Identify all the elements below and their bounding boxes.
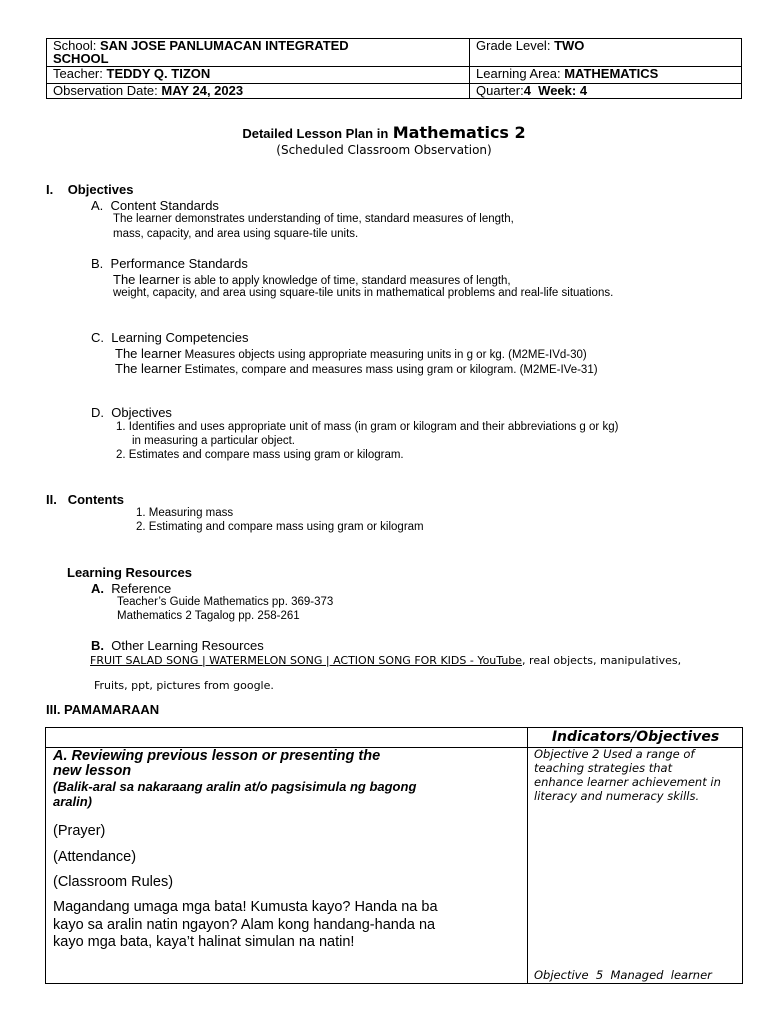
step-a-sub-1: (Balik-aral sa nakaraang aralin at/o pagsisimula ng bagong: [53, 779, 417, 794]
title-subject: Mathematics 2: [392, 123, 526, 142]
objectives-heading: [46, 182, 133, 197]
grade-cell: [470, 39, 742, 67]
grade-label: Grade Level:: [476, 38, 551, 53]
d-objectives-label: D.: [91, 405, 104, 420]
competency-2-text: Estimates, compare and measures mass using gram or kilogram. (M2ME-IVe-31): [181, 364, 598, 376]
header-table: [46, 38, 742, 99]
prayer-text: (Prayer): [53, 823, 106, 839]
d-objectives-heading: [91, 405, 172, 420]
objectives-title: Objectives: [67, 182, 134, 197]
other-resources-line2: Fruits, ppt, pictures from google.: [94, 679, 274, 692]
teacher-value: TEDDY Q. TIZON: [106, 66, 211, 81]
d-objective-1b: in measuring a particular object.: [132, 435, 295, 447]
reference-heading: [91, 581, 171, 596]
objective-2-line-4: literacy and numeracy skills.: [534, 789, 700, 803]
teacher-label: Teacher:: [53, 66, 103, 81]
content-standards-line2: mass, capacity, and area using square-tile units.: [113, 228, 359, 240]
competency-1-lead: The learner: [115, 346, 182, 361]
reference-2: Mathematics 2 Tagalog pp. 258-261: [117, 610, 300, 622]
title-prefix: Detailed Lesson Plan in: [242, 126, 389, 141]
competency-1-text: Measures objects using appropriate measuring units in g or kg. (M2ME-IVd-30): [181, 349, 587, 361]
date-label: Observation Date:: [53, 83, 158, 98]
area-value: MATHEMATICS: [564, 66, 659, 81]
greeting-line-1: Magandang umaga mga bata! Kumusta kayo? Handa na ba: [53, 899, 438, 915]
content-standards-heading: [91, 198, 219, 213]
school-cell: [47, 39, 470, 67]
contents-item-1: 1. Measuring mass: [136, 507, 234, 519]
other-resources-after-link: , real objects, manipulatives,: [522, 654, 682, 667]
reference-1: Teacher’s Guide Mathematics pp. 369-373: [117, 596, 334, 608]
step-a-title-2: new lesson: [53, 763, 132, 779]
performance-standards-label: B.: [91, 256, 104, 271]
competency-2: [115, 360, 598, 378]
procedure-table: [45, 727, 743, 984]
step-a-sub-2: aralin): [53, 794, 93, 809]
content-standards-line1: The learner demonstrates understanding of time, standard measures of length,: [113, 213, 514, 225]
competencies-title: Learning Competencies: [111, 330, 249, 345]
performance-lead: The learner: [113, 272, 180, 287]
other-resources-line1: [90, 654, 681, 667]
content-standards-title: Content Standards: [110, 198, 219, 213]
school-label: School:: [53, 38, 97, 53]
table-column-divider: [527, 728, 528, 983]
teacher-cell: [47, 67, 470, 84]
grade-value: TWO: [554, 38, 585, 53]
competency-2-lead: The learner: [115, 361, 182, 376]
competencies-heading: [91, 330, 249, 345]
performance-text1: is able to apply knowledge of time, standard measures of length,: [179, 275, 511, 287]
contents-title: Contents: [67, 492, 125, 507]
indicators-header: Indicators/Objectives: [551, 729, 720, 745]
d-objective-1a: 1. Identifies and uses appropriate unit of mass (in gram or kilogram and their abbreviations g or kg): [116, 421, 619, 433]
content-standards-label: A.: [91, 198, 104, 213]
document-subtitle: (Scheduled Classroom Observation): [276, 143, 492, 157]
quarter-cell: [470, 84, 742, 99]
d-objectives-title: Objectives: [111, 405, 172, 420]
date-value: MAY 24, 2023: [161, 83, 244, 98]
objective-2-line-1: Objective 2 Used a range of: [534, 747, 695, 761]
competencies-label: C.: [91, 330, 104, 345]
objectives-num: I.: [46, 182, 54, 197]
area-cell: [470, 67, 742, 84]
performance-standards-line2: weight, capacity, and area using square-tile units in mathematical problems and real-life situations.: [113, 287, 614, 299]
reference-label: A.: [91, 581, 104, 596]
week-label: Week:: [538, 83, 577, 98]
objective-5-line: Objective 5 Managed learner: [534, 968, 712, 982]
performance-standards-title: Performance Standards: [110, 256, 248, 271]
other-resources-title: Other Learning Resources: [111, 638, 264, 653]
contents-heading: [46, 492, 124, 507]
resources-heading: Learning Resources: [67, 565, 192, 580]
attendance-text: (Attendance): [53, 849, 137, 865]
pamamaraan-heading: III. PAMAMARAAN: [46, 702, 160, 717]
performance-standards-heading: [91, 256, 248, 271]
objective-2-line-2: teaching strategies that: [534, 761, 673, 775]
greeting-line-2: kayo sa aralin natin ngayon? Alam kong handang-handa na: [53, 917, 436, 933]
other-resources-heading: [91, 638, 264, 653]
youtube-song-link[interactable]: FRUIT SALAD SONG | WATERMELON SONG | ACTION SONG FOR KIDS - YouTube: [90, 654, 523, 667]
d-objective-2: 2. Estimates and compare mass using gram or kilogram.: [116, 449, 404, 461]
quarter-label: Quarter:: [476, 83, 524, 98]
contents-num: II.: [46, 492, 57, 507]
date-cell: [47, 84, 470, 99]
reference-title: Reference: [111, 581, 172, 596]
other-resources-label: B.: [91, 638, 104, 653]
area-label: Learning Area:: [476, 66, 561, 81]
objective-2-line-3: enhance learner achievement in: [534, 775, 721, 789]
contents-item-2: 2. Estimating and compare mass using gram or kilogram: [136, 521, 424, 533]
school-value-cont: SCHOOL: [53, 51, 109, 66]
document-title: [0, 123, 768, 143]
greeting-line-3: kayo mga bata, kaya’t halinat simulan na natin!: [53, 934, 355, 950]
quarter-value: 4: [523, 83, 531, 98]
step-a-title-1: A. Reviewing previous lesson or presenting the: [53, 748, 381, 764]
week-value: 4: [579, 83, 588, 98]
rules-text: (Classroom Rules): [53, 874, 174, 890]
school-value: SAN JOSE PANLUMACAN INTEGRATED: [100, 38, 349, 53]
